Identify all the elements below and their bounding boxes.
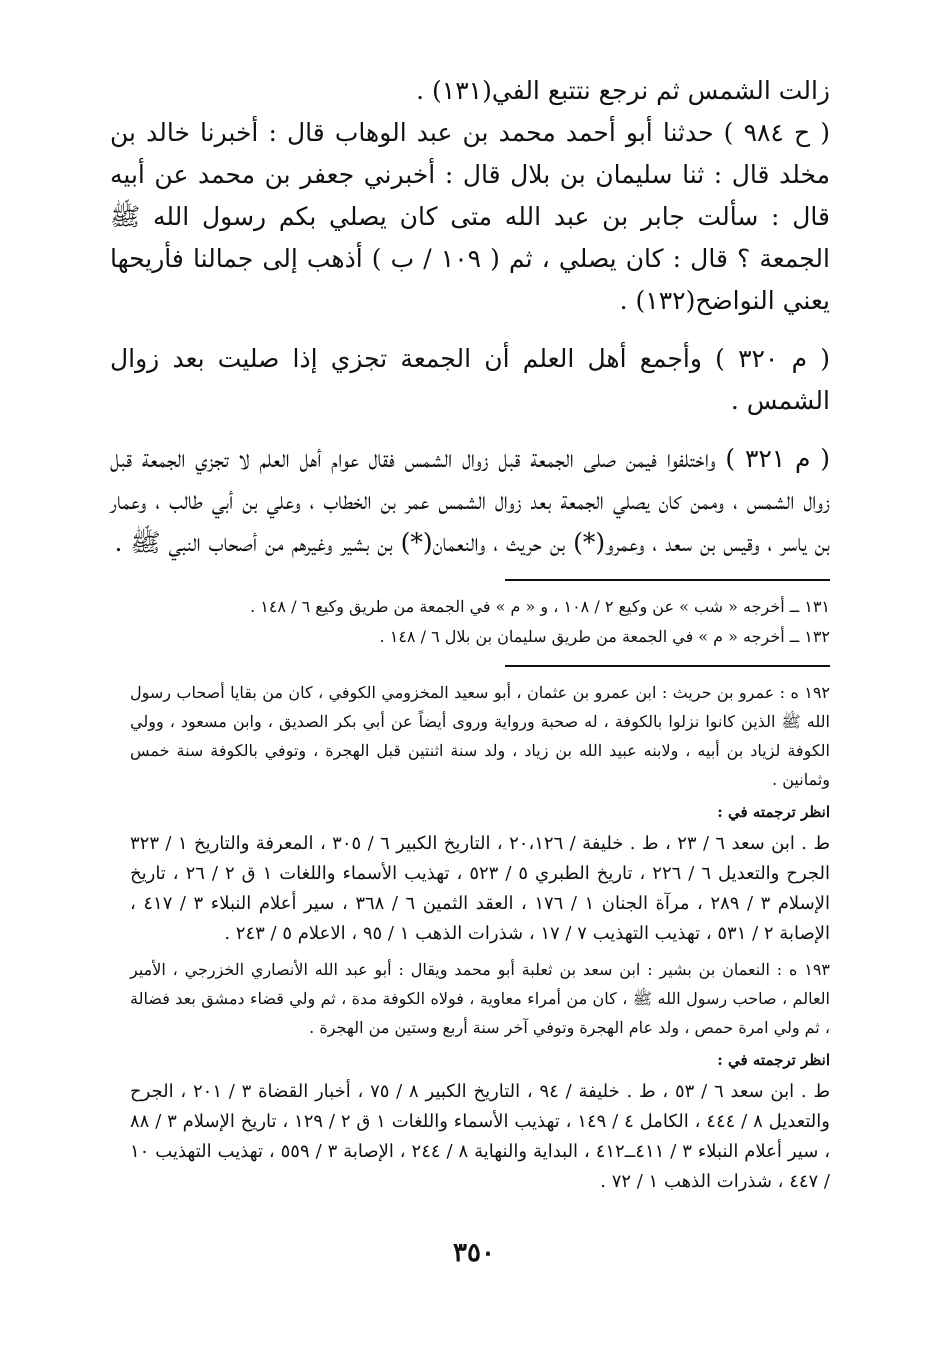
main-text [110, 70, 830, 564]
footnote-131: ١٣١ ــ أخرجه « شب » عن وكيع ٢ / ١٠٨ ، و « م » في الجمعة من طريق وكيع ٦ / ١٤٨ . [250, 597, 830, 616]
references-192: ط . ابن سعد ٦ / ٢٣ ، ط . خليفة / ٢٠،١٢٦ ، التاريخ الكبير ٦ / ٣٠٥ ، المعرفة والتاريخ ١ / ٣٢٣ الجرح والتعديل ٦ / ٢٢٦ ، تاريخ الطبري ٥ / ٥٢٣ ، تهذيب الأسماء واللغات ١ ق ٢ / ٢٦ ، تاريخ الإسلام ٣ / ٢٨٩ ، مرآة الجنان ١ / ١٧٦ ، العقد الثمين ٦ / ٣٦٨ ، سير أعلام النبلاء ٣ / ٤١٧ ، الإصابة ٢ / ٥٣١ ، تهذيب التهذيب ٧ / ١٧ ، شذرات الذهب ١ / ٩٥ ، الاعلام ٥ / ٢٤٣ . [130, 833, 831, 944]
references-193: ط . ابن سعد ٦ / ٥٣ ، ط . خليفة / ٩٤ ، التاريخ الكبير ٨ / ٧٥ ، أخبار القضاة ٣ / ٢٠١ ، الجرح والتعديل ٨ / ٤٤٤ ، الكامل ٤ / ١٤٩ ، تهذيب الأسماء واللغات ١ ق ٢ / ١٢٩ ، تاريخ الإسلام ٣ / ٨٨ ، سير أعلام النبلاء ٣ / ٤١١ــ٤١٢ ، البداية والنهاية ٨ / ٢٤٤ ، الإصابة ٣ / ٥٥٩ ، تهذيب التهذيب ١٠ / ٤٤٧ ، شذرات الذهب ١ / ٧٢ . [130, 1081, 831, 1192]
biography-divider [505, 665, 830, 667]
page-number: ٣٥٠ [453, 1238, 495, 1268]
footnote-132: ١٣٢ ــ أخرجه « م » في الجمعة من طريق سليمان بن بلال ٦ / ١٤٨ . [379, 627, 830, 646]
see-translation-heading-1: انظر ترجمته في : [717, 803, 830, 821]
see-translation-heading-2: انظر ترجمته في : [717, 1051, 830, 1069]
biography-192: ١٩٢ ه : عمرو بن حريث : ابن عمرو بن عثمان ، أبو سعيد المخزومي الكوفي ، كان من بقايا أصحاب رسول الله ﷺ الذين كانوا نزلوا بالكوفة ، له صحبة ورواية وروى أيضاً عن أبي بكر الصديق ، وابن مسعود ، وولي الكوفة لزياد بن أبيه ، ولابنه عبيد الله بن زياد ، ولد سنة اثنتين قبل الهجرة ، وتوفي بالكوفة سنة خمس وثمانين . [130, 683, 830, 789]
biography-notes [130, 678, 830, 1197]
footnote-divider [505, 579, 830, 581]
paragraph-continuation: زالت الشمس ثم نرجع نتتبع الفي(١٣١) . [416, 76, 830, 105]
hadith-984: ( ح ٩٨٤ ) حدثنا أبو أحمد محمد بن عبد الوهاب قال : أخبرنا خالد بن مخلد قال : ثنا سليمان بن بلال قال : أخبرني جعفر بن محمد عن أبيه قال : سألت جابر بن عبد الله متى كان يصلي بكم رسول الله ﷺ الجمعة ؟ قال : كان يصلي ، ثم ( ١٠٩ / ب ) أذهب إلى جمالنا فأريحها يعني النواضح(١٣٢) . [110, 118, 830, 315]
issue-320: ( م ٣٢٠ ) وأجمع أهل العلم أن الجمعة تجزي إذا صليت بعد زوال الشمس . [110, 344, 830, 415]
takhrij-footnotes [130, 592, 830, 652]
issue-321: ( م ٣٢١ ) واختلفوا فيمن صلى الجمعة قبل زوال الشمس فقال عوام أهل العلم لا تجزي الجمعة قبل زوال الشمس ، وممن كان يصلي الجمعة بعد زوال الشمس عمر بن الخطاب ، وعلي بن أبي طالب ، وعمار بن ياسر ، وقيس بن سعد ، وعمرو(*) بن حريث ، والنعمان(*) بن بشير وغيرهم من أصحاب النبي ﷺ . [110, 444, 830, 557]
biography-193: ١٩٣ ه : النعمان بن بشير : ابن سعد بن ثعلبة أبو محمد ويقال : أبو عبد الله الأنصاري الخزرجي ، الأمير العالم ، صاحب رسول الله ﷺ ، كان من أمراء معاوية ، فولاه الكوفة مدة ، ثم ولي قضاء دمشق بعد فضالة ، ثم ولي امرة حمص ، ولد عام الهجرة وتوفي آخر سنة أربع وستين من الهجرة . [130, 960, 830, 1037]
